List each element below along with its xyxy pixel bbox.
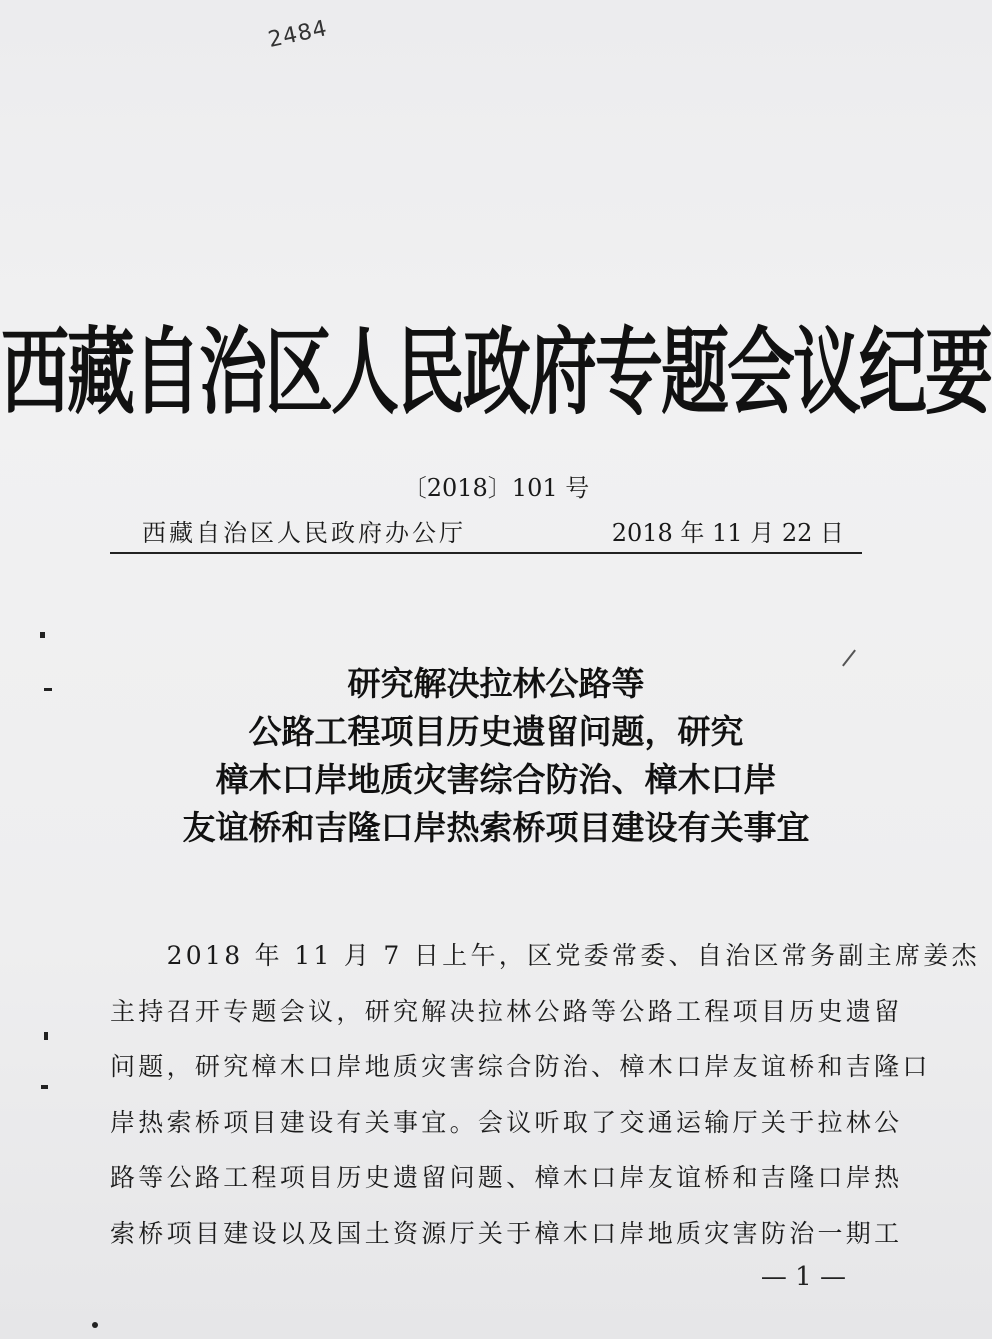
subject-line: 樟木口岸地质灾害综合防治、樟木口岸 [215,760,777,799]
subject-line: 友谊桥和吉隆口岸热索桥项目建设有关事宜 [182,808,810,847]
subject-line: 公路工程项目历史遗留问题，研究 [248,712,744,751]
page-number: — 1 — [760,1262,846,1292]
scan-speck [92,1322,98,1328]
body-line: 岸热索桥项目建设有关事宜。会议听取了交通运输厅关于拉林公 [110,1107,903,1137]
body-line: 路等公路工程项目历史遗留问题、樟木口岸友谊桥和吉隆口岸热 [110,1163,903,1192]
scan-speck [44,688,52,691]
document-number: 〔2018〕101 号 [402,474,590,502]
scan-speck [41,1085,48,1089]
body-line: 2018 年 11 月 7 日上午，区党委常委、自治区常务副主席姜杰 [110,941,980,970]
scan-speck [44,1032,48,1040]
document-subject [0,660,992,852]
subject-line: 研究解决拉林公路等 [347,664,645,703]
header-divider [110,552,862,554]
issue-date: 2018 年 11 月 22 日 [611,519,844,547]
body-line: 主持召开专题会议，研究解决拉林公路等公路工程项目历史遗留 [110,996,903,1026]
document-body [110,928,980,1261]
body-line: 索桥项目建设以及国土资源厅关于樟木口岸地质灾害防治一期工 [110,1218,903,1248]
issuing-office: 西藏自治区人民政府办公厅 [142,519,466,547]
scan-speck [40,632,45,638]
body-line: 问题，研究樟木口岸地质灾害综合防治、樟木口岸友谊桥和吉隆口 [110,1052,931,1081]
document-masthead: 西藏自治区人民政府专题会议纪要 [0,318,991,428]
handwritten-note: 2484 [266,16,330,53]
